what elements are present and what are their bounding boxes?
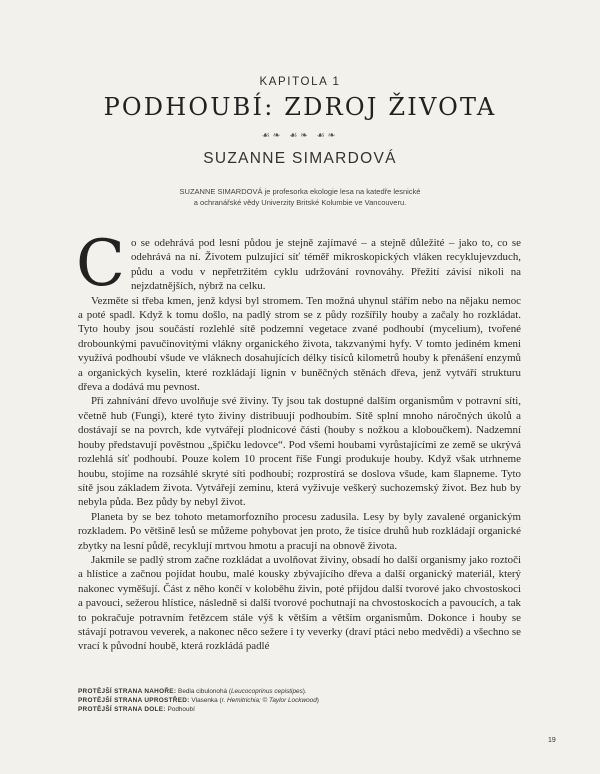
paragraph: Vezměte si třeba kmen, jenž kdysi byl stromem. Ten možná uhynul stářím nebo na nějaku nemoc a poté spadl. Když k tomu došlo, na padlý strom se z půdy rozšířily houby a začaly ho rozkládat. Tyto houby jsou součástí rozlehlé sítě podzemní vegetace zvané podhoubí (mycelium), tvořené drobounkými pavučinovitými vlákny organického života, takzvanými hyfy. V tomto jediném kmeni využívá podhoubí všude ve vláknech dosahujících délky tisíců kilometrů houby k přenášení enzymů a organických kyselin, které rozkládají lignin v buněčných stěnách dřeva, jenž vytváří strukturu dřeva a dodává mu pevnost. [78,294,521,394]
caption-label: PROTĚJŠÍ STRANA NAHOŘE: [78,688,177,695]
author-bio [150,186,450,208]
caption-top [78,687,521,696]
paragraph-text: o se odehrává pod lesní půdou je stejně zajímavé – a stejně důležité – jako to, co se odehrává na ní. Životem pulzující síť téměř mikroskopických vláken recyklujevzduch, půdu a vodu v nepřetržitém cyklu udržování rovnováhy. Přežití závisí nikoli na nejzdatnějších, nýbrž na celku. [130,237,521,293]
author-bio-line: SUZANNE SIMARDOVÁ je profesorka ekologie lesa na katedře lesnické [179,187,421,196]
caption-text: Bedla cibulonohá ( [176,688,231,695]
caption-text: Vlasenka ( [189,697,222,705]
photo-captions [78,687,521,715]
page-number: 19 [548,737,556,744]
paragraph [76,227,521,301]
caption-label: PROTĚJŠÍ STRANA UPROSTŘED: [78,697,190,705]
caption-label: PROTĚJŠÍ STRANA DOLE: [78,706,166,714]
chapter-title: PODHOUBÍ: ZDROJ ŽIVOTA [103,93,497,121]
chapter-label: KAPITOLA 1 [259,76,341,88]
caption-bottom [78,705,521,714]
caption-text: Podhoubí [165,706,195,714]
caption-middle [78,696,521,705]
author-name: SUZANNE SIMARDOVÁ [203,150,397,167]
caption-end: ) [316,697,319,705]
caption-italic: Leucocoprinus cepistipes [231,688,303,695]
author-bio-line: a ochranářské vědy Univerzity Britské Kolumbie ve Vancouveru. [193,198,407,207]
paragraph: Při zahnívání dřevo uvolňuje své živiny. Ty jsou tak dostupné dalším organismům v potravní síti, včetně hub (Fungi), které tyto živiny distribuují podhoubím. Sítě splní mnoho náročných úkolů a dostávají se na povrch, kde vytvářejí plodnicové části (houby s nožkou a kloboučkem). Nadzemní houby představují pověstnou „špičku ledovce“. Pod všemi houbami vyrůstajícími ze země se ukrývá rozlehlá síť podhoubí. Pouze kolem 10 procent říše Fungi produkuje houby. Když však utrhneme houbu, stojíme na rozsáhlé skryté síti podhoubí; rozprostírá se doslova všude, kam šlapneme. Tyto sítě jsou základem života. Vytvářejí zeminu, která vyživuje veškerý suchozemský život. Bez hub by nebyla půda. Bez půdy by nebyl život. [78,395,521,509]
caption-italic: r. Hemitrichia; © Taylor Lockwood [221,697,317,705]
caption-end: ). [302,688,307,695]
paragraph: Jakmile se padlý strom začne rozkládat a uvolňovat živiny, obsadí ho další organismy jako roztoči a hlístice a začnou pojídat houbu, malé kousky zbývajícího dřeva a další organický materiál, který nakonec vyměšují. Část z něho končí v koloběhu živin, poté přijdou další tvorové jako chvostoskoci a pavouci, sežerou hlístice, následně si další tvorové pochutnají na chvostoskocích a pavoucích, a tak to pokračuje potravním řetězcem stále výš k větším a větším organismům. Dokonce i houby se stávají potravou veverek, a nakonec něco sežere i ty veverky (draví ptáci nebo medvědi) a všechno se vrací k původní houbě, která rozkládá padlé [78,553,521,653]
body-text [76,227,521,654]
paragraph: Planeta by se bez tohoto metamorfozního procesu zadusila. Lesy by byly zavalené organickým rozkladem. Po většině lesů se můžeme pohybovat jen proto, že tisíce druhů hub rozkládají organické zbytky na lesní půdě, recyklují mrtvou hmotu a pracují na obnově života. [78,510,521,552]
drop-cap: C [76,227,125,301]
ornament-divider: ☙❧ ☙❧ ☙❧ [261,131,339,141]
